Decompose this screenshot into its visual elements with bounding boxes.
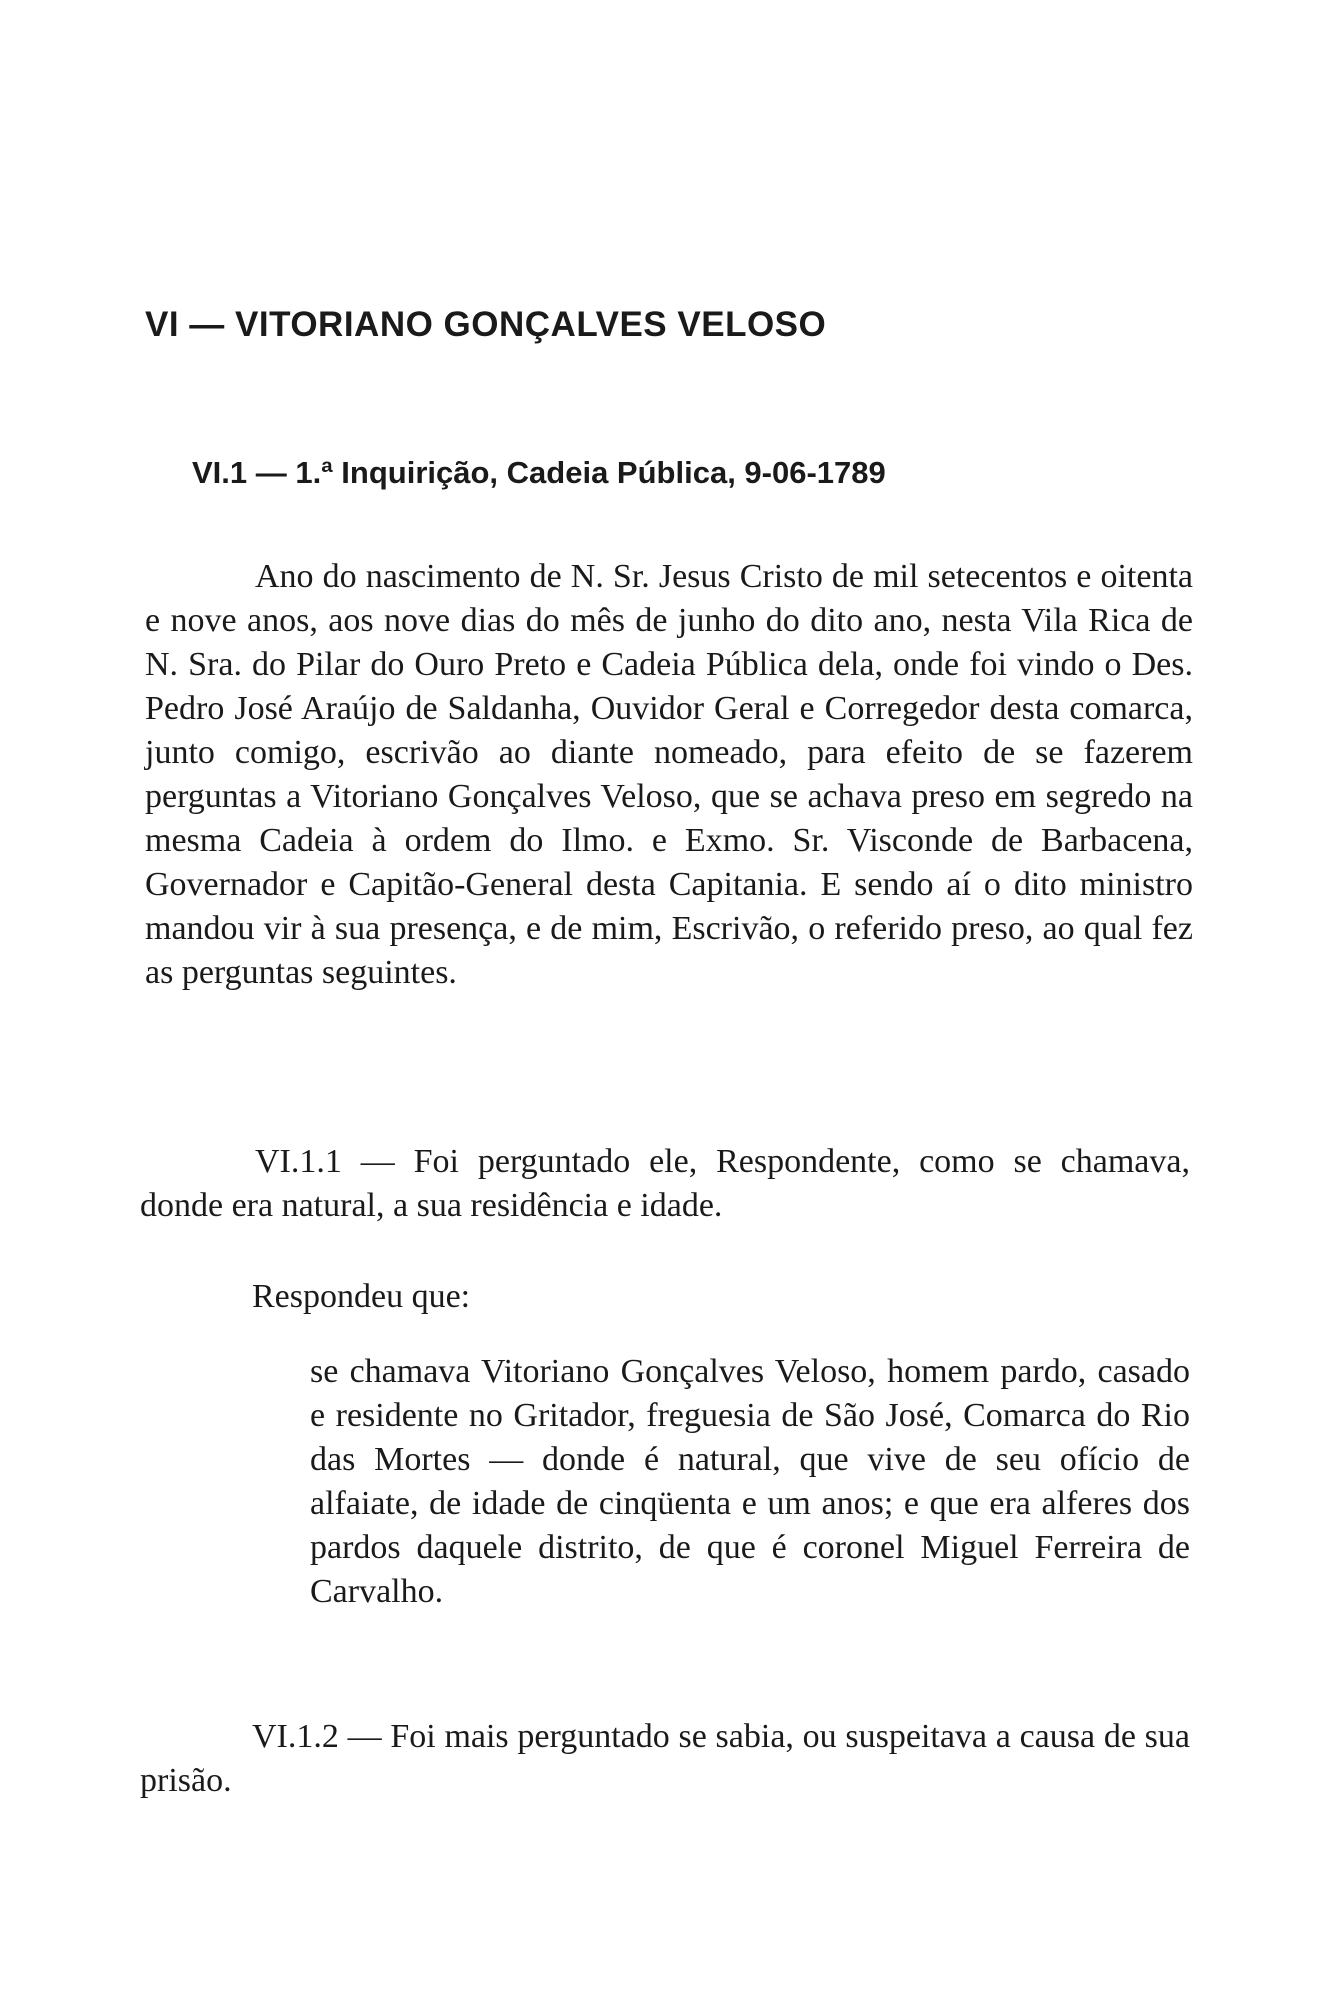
- section-title: VI.1 — 1.ª Inquirição, Cadeia Pública, 9-06-1789: [192, 455, 886, 490]
- chapter-title: VI — VITORIANO GONÇALVES VELOSO: [145, 305, 827, 344]
- question-paragraph-2: VI.1.2 — Foi mais perguntado se sabia, ou suspeitava a causa de sua prisão.: [140, 1718, 1190, 1799]
- answer-paragraph-1: se chamava Vitoriano Gonçalves Veloso, homem pardo, casado e residente no Gritador, freguesia de São José, Comarca do Rio das Mortes — donde é natural, que vive de seu ofício de alfaiate, de idade de cinqüenta e um anos; e que era alferes dos pardos daquele distrito, de que é coronel Miguel Ferreira de Carvalho.: [310, 1353, 1190, 1610]
- intro-paragraph: Ano do nascimento de N. Sr. Jesus Cristo de mil setecentos e oitenta e nove anos, aos nove dias do mês de junho do dito ano, nesta Vila Rica de N. Sra. do Pilar do Ouro Preto e Cadeia Pública dela, onde foi vindo o Des. Pedro José Araújo de Saldanha, Ouvidor Geral e Corregedor desta comarca, junto comigo, escrivão ao diante nomeado, para efeito de se fazerem perguntas a Vitoriano Gonçalves Veloso, que se achava preso em segredo na mesma Cadeia à ordem do Ilmo. e Exmo. Sr. Visconde de Barbacena, Governador e Capitão-General desta Capitania. E sendo aí o dito ministro mandou vir à sua presença, e de mim, Escrivão, o referido preso, ao qual fez as perguntas seguintes.: [145, 558, 1193, 991]
- answer-label: Respondeu que:: [252, 1278, 471, 1315]
- question-paragraph-1: VI.1.1 — Foi perguntado ele, Respondente, como se chamava, donde era natural, a sua residência e idade.: [140, 1143, 1190, 1224]
